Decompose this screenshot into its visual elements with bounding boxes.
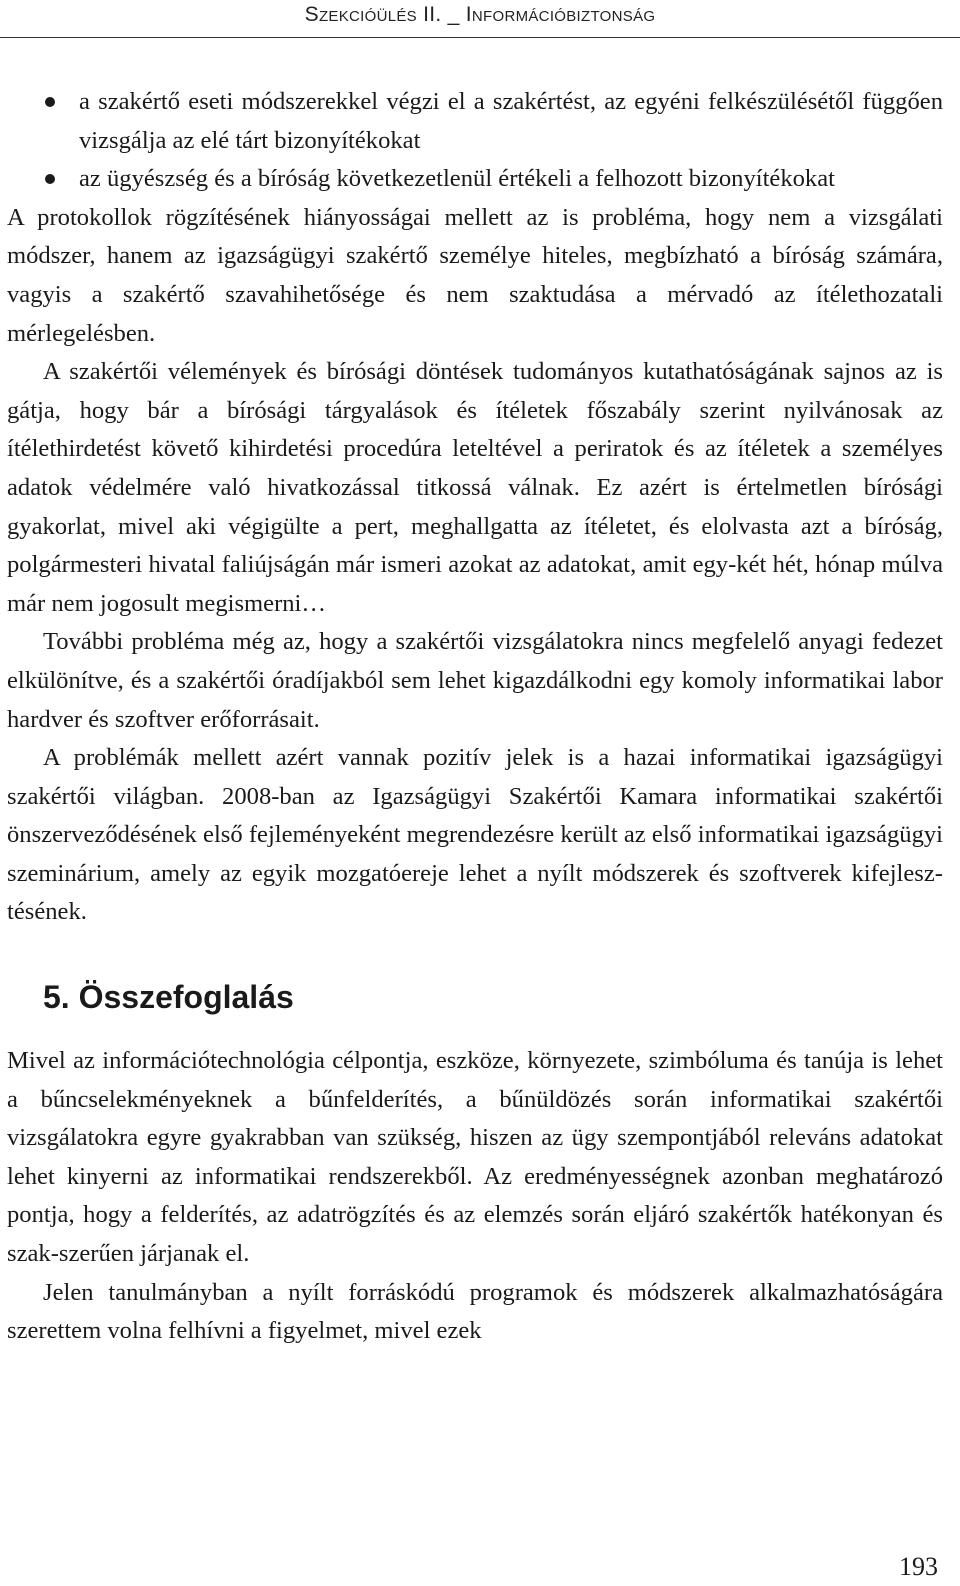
paragraph: Jelen tanulmányban a nyílt forráskódú programok és módszerek alkalmazhatóságára szerettem volna felhívni a figyelmet, mivel ezek <box>7 1278 943 1345</box>
section-heading: 5. Összefoglalás <box>43 979 294 1016</box>
running-header: Szekcióülés II. _ Információbiztonság <box>0 0 960 38</box>
paragraph: Mivel az információtechnológia célpontja, eszköze, környezete, szimbóluma és tanúja is lehet a bűncselekményeknek a bűnfelderítés, a bűnüldözés során informatikai szakértői vizsgálatokra egyre gyakrabban van szükség, hiszen az ügy szempontjából releváns adatokat lehet kinyerni az informatikai rendszerekből. Az eredményességnek azonban meghatározó pontja, hogy a felderítés, az adatrögzítés és az elemzés során eljáró szakértők hatékonyan és szak-szerűen járjanak el. <box>7 1047 943 1268</box>
list-item-text: az ügyészség és a bíróság következetlenül értékeli a felhozott bizonyítékokat <box>79 165 835 193</box>
list-item <box>7 83 943 160</box>
page-number: 193 <box>899 1552 938 1581</box>
bullet-list <box>7 83 943 199</box>
body-text <box>7 83 943 1351</box>
paragraph: A szakértői vélemények és bírósági döntések tudományos kutathatóságának sajnos az is gátja, hogy bár a bírósági tárgyalások és ítéletek főszabály szerint nyilvánosak az ítélethirdetést követő kihirdetési procedúra leteltével a periratok és az ítéletek a személyes adatok védelmére való hivatkozással titkossá válnak. Ez azért is értelmetlen bírósági gyakorlat, mivel aki végigülte a pert, meghallgatta az ítéletet, és elolvasta azt a bíróság, polgármesteri hivatal faliújságán már ismeri azokat az adatokat, amit egy-két hét, hónap múlva már nem jogosult megismerni… <box>7 358 943 617</box>
paragraph: További probléma még az, hogy a szakértői vizsgálatokra nincs megfelelő anyagi fedezet elkülönítve, és a szakértői óradíjakból sem lehet kigazdálkodni egy komoly informatikai labor hardver és szoftver erőforrásait. <box>7 628 943 733</box>
list-item <box>7 160 943 199</box>
paragraph: A protokollok rögzítésének hiányosságai mellett az is probléma, hogy nem a vizsgálati módszer, hanem az igazságügyi szakértő személye hiteles, megbízható a bíróság számára, vagyis a szakértő szavahihetősége és nem szaktudása a mérvadó az ítélethozatali mérlegelésben. <box>7 203 943 347</box>
bullet-icon <box>45 97 55 107</box>
list-item-text: a szakértő eseti módszerekkel végzi el a szakértést, az egyéni felkészülésétől függően vizsgálja az elé tárt bizonyítékokat <box>79 88 943 154</box>
bullet-icon <box>45 174 55 184</box>
paragraph: A problémák mellett azért vannak pozitív jelek is a hazai informatikai igazságügyi szakértői világban. 2008-ban az Igazságügyi Szakértői Kamara informatikai szakértői önszerveződésének első fejleményeként megrendezésre került az első informatikai igazságügyi szeminárium, amely az egyik mozgatóereje lehet a nyílt módszerek és szoftverek kifejlesztésének. <box>7 744 943 926</box>
